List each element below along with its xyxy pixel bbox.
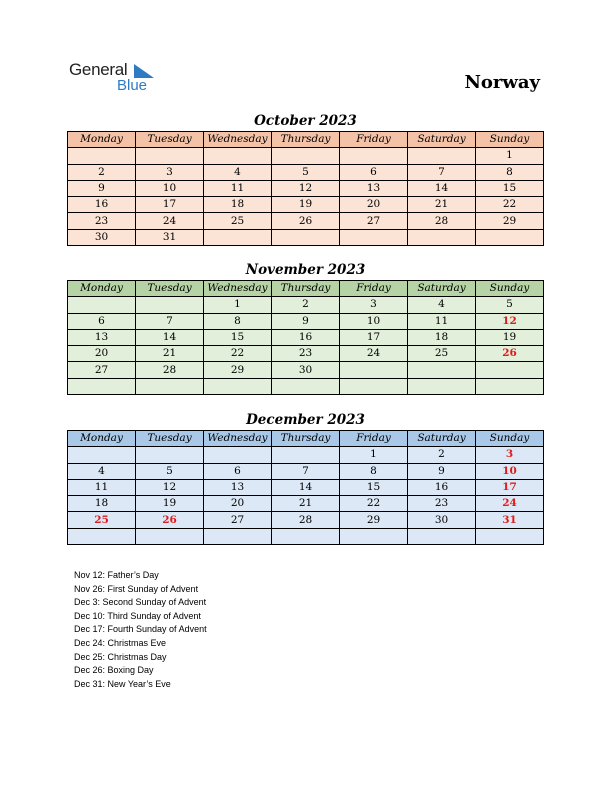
day-cell: 11 [408,313,476,329]
day-cell: 3 [340,297,408,313]
week-row [68,213,544,229]
day-cell: 13 [204,479,272,495]
day-cell [68,297,136,313]
day-cell [272,528,340,544]
day-cell: 16 [408,479,476,495]
month-title: October 2023 [254,113,357,129]
week-row [68,180,544,196]
day-cell: 3 [136,164,204,180]
day-cell: 19 [136,496,204,512]
day-cell: 4 [68,463,136,479]
day-cell [476,362,544,378]
holiday-note: Dec 10: Third Sunday of Advent [74,610,201,621]
weekday-header: Friday [340,281,408,297]
day-cell: 9 [68,180,136,196]
day-cell: 14 [136,329,204,345]
calendar-table [67,430,544,545]
day-cell: 5 [476,297,544,313]
day-cell: 9 [272,313,340,329]
day-cell: 10 [340,313,408,329]
day-cell: 13 [340,180,408,196]
day-cell: 3 [476,447,544,463]
day-cell: 1 [204,297,272,313]
day-cell: 10 [476,463,544,479]
week-row [68,313,544,329]
day-cell: 27 [340,213,408,229]
day-cell: 30 [272,362,340,378]
day-cell: 19 [476,329,544,345]
day-cell: 11 [204,180,272,196]
week-row [68,447,544,463]
day-cell [272,148,340,164]
day-cell: 8 [340,463,408,479]
day-cell: 23 [272,346,340,362]
day-cell: 7 [408,164,476,180]
day-cell: 14 [272,479,340,495]
holiday-note: Nov 12: Father’s Day [74,570,159,580]
weekday-header: Monday [68,431,136,447]
day-cell: 21 [136,346,204,362]
day-cell: 25 [68,512,136,528]
day-cell [136,447,204,463]
day-cell: 8 [204,313,272,329]
day-cell: 2 [408,447,476,463]
day-cell: 22 [204,346,272,362]
holiday-notes [74,569,207,691]
day-cell: 26 [136,512,204,528]
day-cell: 15 [340,479,408,495]
day-cell: 8 [476,164,544,180]
day-cell: 14 [408,180,476,196]
day-cell [136,528,204,544]
day-cell: 6 [340,164,408,180]
weekday-header: Sunday [476,132,544,148]
day-cell: 15 [204,329,272,345]
day-cell [204,378,272,394]
day-cell: 4 [204,164,272,180]
day-cell: 20 [204,496,272,512]
day-cell [340,229,408,245]
weekday-header: Saturday [408,281,476,297]
day-cell: 2 [272,297,340,313]
day-cell [204,528,272,544]
month-title: December 2023 [246,412,365,428]
logo-blue-text: Blue [117,77,148,94]
holiday-note: Dec 31: New Year’s Eve [74,678,171,689]
calendar-table [67,280,544,395]
day-cell: 10 [136,180,204,196]
day-cell [272,447,340,463]
month-november [67,260,544,395]
day-cell: 15 [476,180,544,196]
week-row [68,148,544,164]
weekday-header: Monday [68,281,136,297]
holiday-note: Dec 17: Fourth Sunday of Advent [74,624,207,635]
day-cell: 17 [476,479,544,495]
week-row [68,362,544,378]
day-cell [476,528,544,544]
day-cell [136,378,204,394]
day-cell: 20 [68,346,136,362]
day-cell: 17 [136,197,204,213]
day-cell: 31 [476,512,544,528]
weekday-header: Wednesday [204,132,272,148]
day-cell [204,229,272,245]
weekday-header: Friday [340,431,408,447]
day-cell [340,528,408,544]
day-cell: 5 [272,164,340,180]
week-row [68,378,544,394]
day-cell: 12 [272,180,340,196]
day-cell: 27 [204,512,272,528]
day-cell: 23 [68,213,136,229]
day-cell: 7 [272,463,340,479]
week-row [68,164,544,180]
day-cell: 22 [476,197,544,213]
weekday-header: Tuesday [136,431,204,447]
day-cell: 30 [408,512,476,528]
logo-flag-icon [134,64,154,78]
month-october [67,111,544,246]
month-title: November 2023 [245,262,366,278]
day-cell [136,148,204,164]
day-cell [340,378,408,394]
day-cell: 28 [272,512,340,528]
weekday-header: Saturday [408,132,476,148]
day-cell: 22 [340,496,408,512]
day-cell: 12 [136,479,204,495]
day-cell [68,447,136,463]
holiday-note: Dec 26: Boxing Day [74,665,154,676]
week-row [68,528,544,544]
weekday-header: Friday [340,132,408,148]
day-cell: 20 [340,197,408,213]
day-cell: 4 [408,297,476,313]
day-cell: 16 [272,329,340,345]
day-cell: 27 [68,362,136,378]
day-cell: 18 [408,329,476,345]
week-row [68,496,544,512]
week-row [68,346,544,362]
weekday-header: Wednesday [204,281,272,297]
day-cell [68,148,136,164]
day-cell: 24 [136,213,204,229]
day-cell [272,229,340,245]
day-cell [68,378,136,394]
week-row [68,512,544,528]
weekday-header: Wednesday [204,431,272,447]
holiday-note: Dec 25: Christmas Day [74,651,167,662]
weekday-header-row [68,132,544,148]
day-cell [408,362,476,378]
week-row [68,479,544,495]
day-cell [204,447,272,463]
day-cell [408,229,476,245]
day-cell: 26 [272,213,340,229]
day-cell [408,378,476,394]
day-cell: 17 [340,329,408,345]
day-cell: 12 [476,313,544,329]
weekday-header: Saturday [408,431,476,447]
week-row [68,297,544,313]
week-row [68,197,544,213]
day-cell [408,148,476,164]
day-cell: 25 [204,213,272,229]
holiday-note: Dec 3: Second Sunday of Advent [74,597,207,608]
day-cell: 1 [340,447,408,463]
day-cell [272,378,340,394]
weekday-header: Sunday [476,281,544,297]
day-cell: 23 [408,496,476,512]
week-row [68,463,544,479]
day-cell: 18 [68,496,136,512]
weekday-header-row [68,431,544,447]
weekday-header: Monday [68,132,136,148]
day-cell [476,378,544,394]
day-cell: 29 [204,362,272,378]
day-cell: 9 [408,463,476,479]
holiday-note: Dec 24: Christmas Eve [74,637,167,648]
weekday-header: Thursday [272,281,340,297]
day-cell: 6 [68,313,136,329]
day-cell: 1 [476,148,544,164]
day-cell [136,297,204,313]
day-cell [340,148,408,164]
day-cell [68,528,136,544]
calendar-table [67,131,544,246]
day-cell: 13 [68,329,136,345]
weekday-header: Tuesday [136,132,204,148]
weekday-header: Thursday [272,132,340,148]
weekday-header: Tuesday [136,281,204,297]
day-cell [408,528,476,544]
day-cell: 28 [136,362,204,378]
country-title: Norway [464,72,540,93]
day-cell: 30 [68,229,136,245]
day-cell: 28 [408,213,476,229]
day-cell: 29 [340,512,408,528]
day-cell: 6 [204,463,272,479]
day-cell: 24 [340,346,408,362]
logo-general-text: General [69,60,128,79]
holiday-note: Nov 26: First Sunday of Advent [74,583,199,594]
day-cell [340,362,408,378]
day-cell [476,229,544,245]
day-cell: 11 [68,479,136,495]
day-cell: 31 [136,229,204,245]
day-cell: 21 [272,496,340,512]
weekday-header: Thursday [272,431,340,447]
weekday-header-row [68,281,544,297]
week-row [68,229,544,245]
day-cell [204,148,272,164]
day-cell: 25 [408,346,476,362]
day-cell: 24 [476,496,544,512]
week-row [68,329,544,345]
day-cell: 5 [136,463,204,479]
month-december [67,410,544,545]
day-cell: 18 [204,197,272,213]
weekday-header: Sunday [476,431,544,447]
logo [69,60,169,96]
day-cell: 26 [476,346,544,362]
day-cell: 7 [136,313,204,329]
day-cell: 19 [272,197,340,213]
day-cell: 16 [68,197,136,213]
day-cell: 2 [68,164,136,180]
day-cell: 29 [476,213,544,229]
day-cell: 21 [408,197,476,213]
